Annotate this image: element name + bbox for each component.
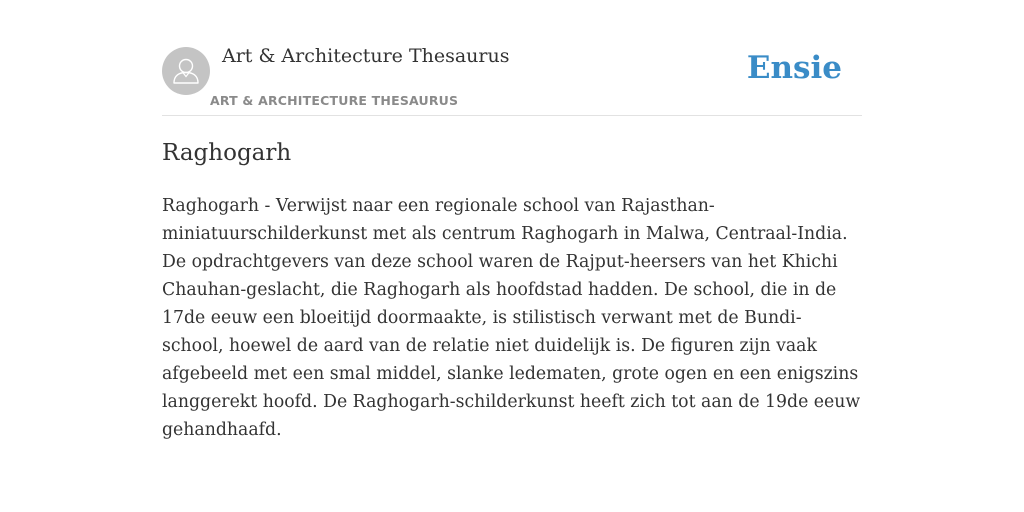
source-name[interactable]: Art & Architecture Thesaurus: [222, 45, 510, 67]
header-divider: [162, 115, 862, 116]
avatar[interactable]: [162, 47, 210, 95]
entry-title: Raghogarh: [162, 140, 292, 166]
brand-logo[interactable]: Ensie: [746, 50, 842, 86]
entry-body: Raghogarh - Verwijst naar een regionale school van Rajasthan-miniatuurschilderkunst met als centrum Raghogarh in Malwa, Centraal-India. De opdrachtgevers van deze school waren de Rajput-heersers van het Khichi Chauhan-geslacht, die Raghogarh als hoofdstad hadden. De school, die in de 17de eeuw een bloeitijd doormaakte, is stilistisch verwant met de Bundi-school, hoewel de aard van de relatie niet duidelijk is. De figuren zijn vaak afgebeeld met een smal middel, slanke ledematen, grote ogen en een enigszins langgerekt hoofd. De Raghogarh-schilderkunst heeft zich tot aan de 19de eeuw gehandhaafd.: [162, 196, 861, 440]
entry-card: [162, 0, 862, 512]
source-tag[interactable]: ART & ARCHITECTURE THESAURUS: [210, 93, 459, 108]
user-outline-icon: [162, 47, 210, 95]
